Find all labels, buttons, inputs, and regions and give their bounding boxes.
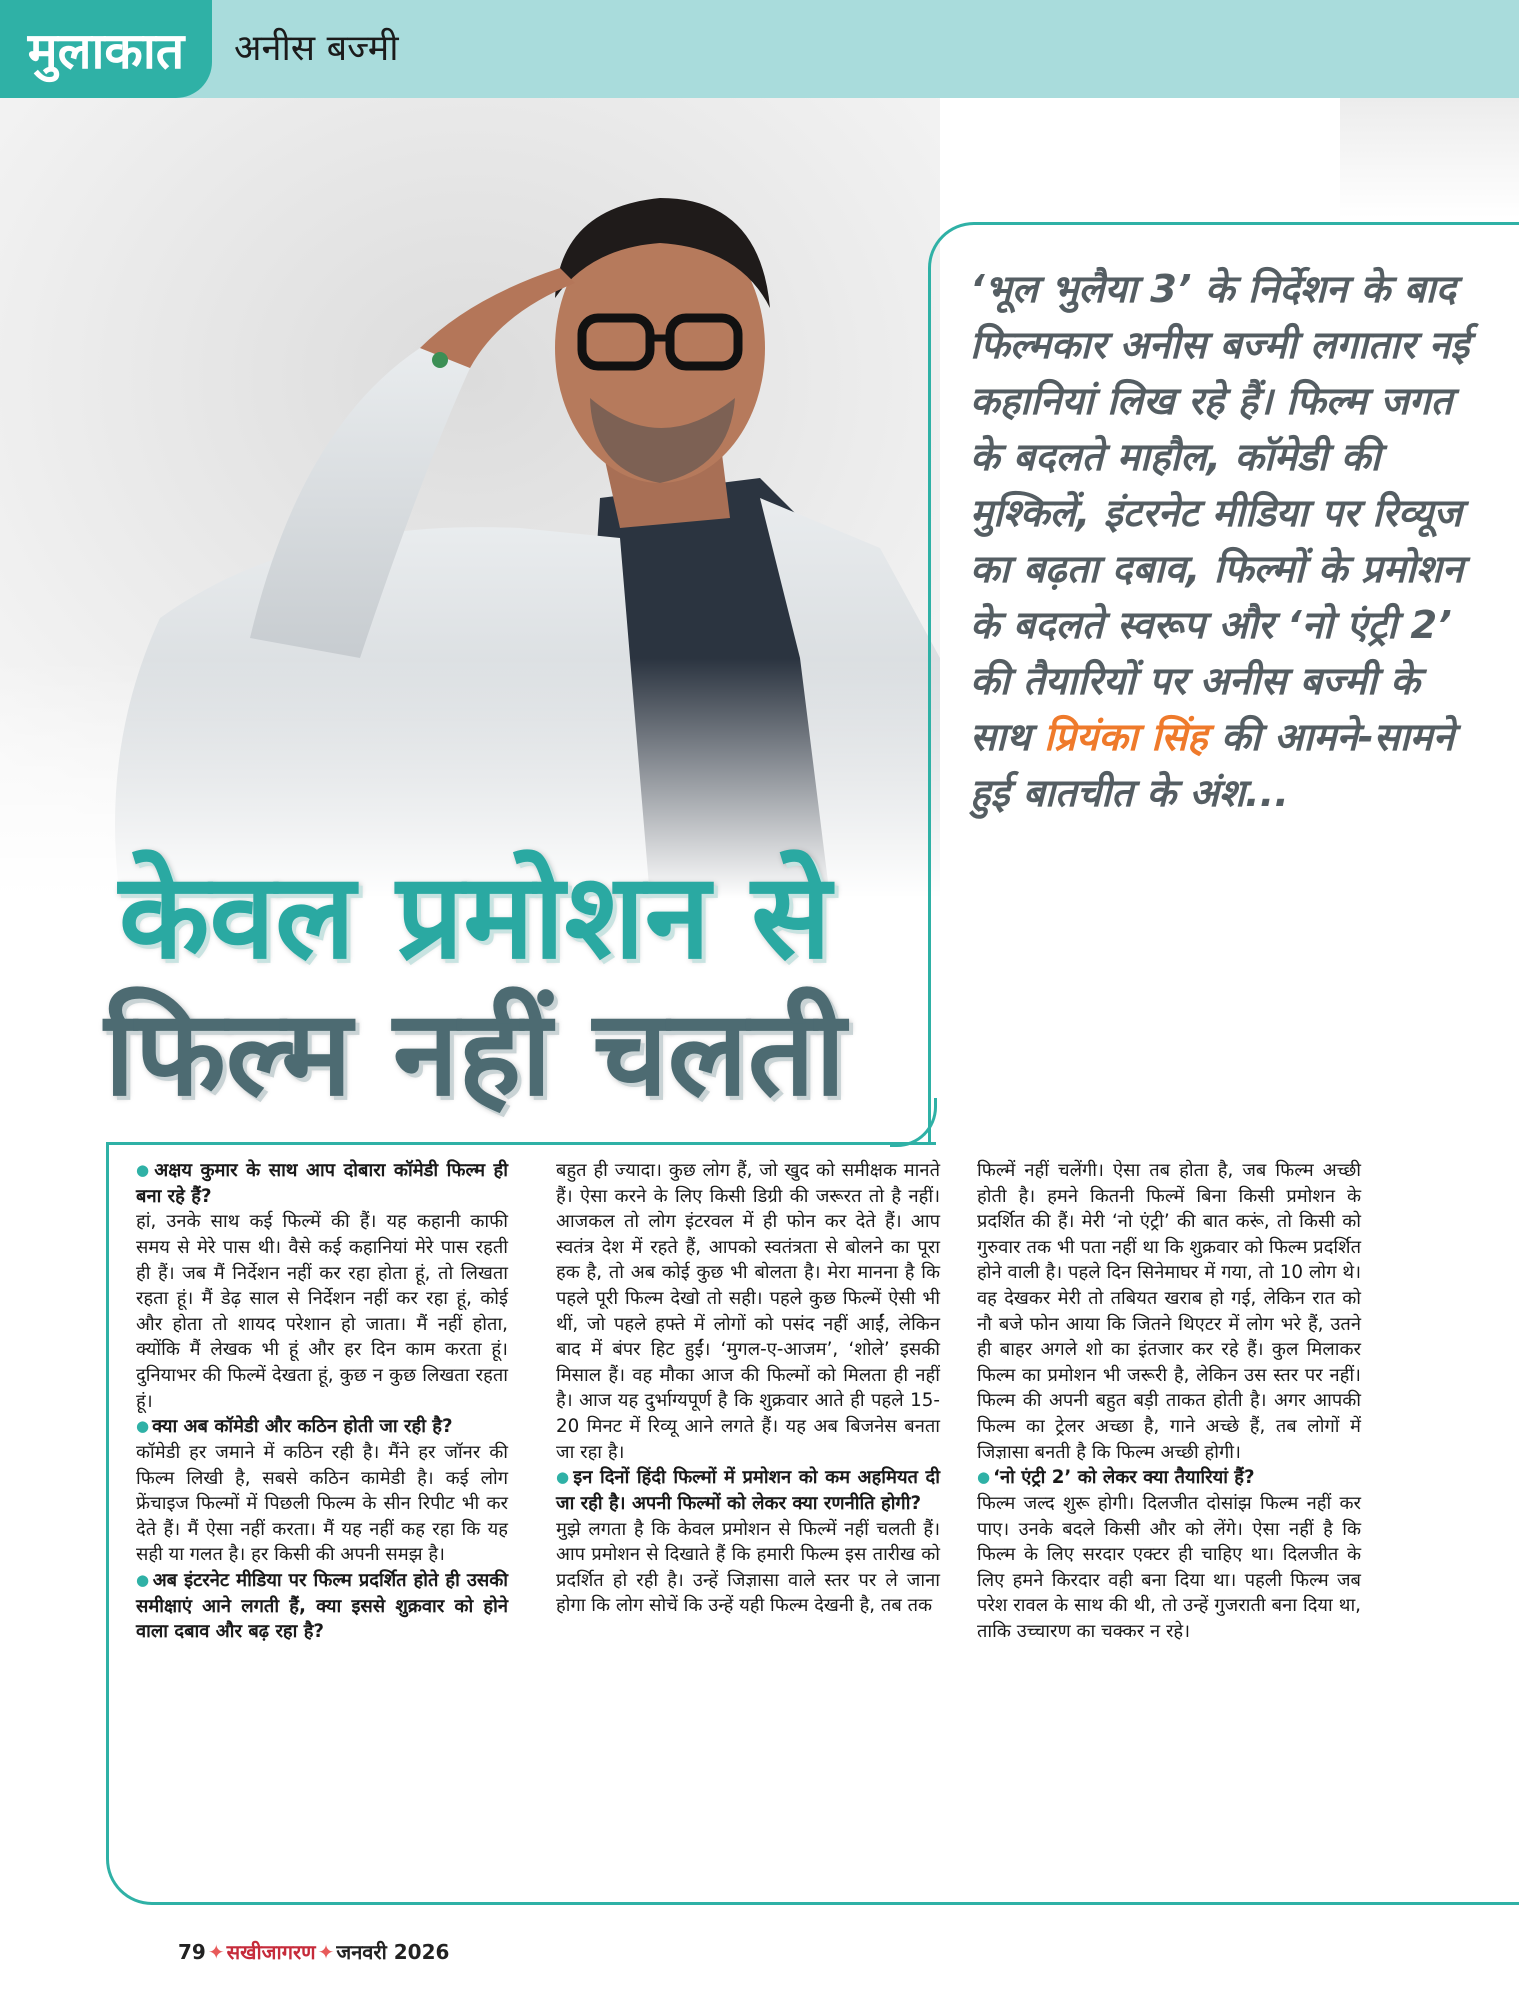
star-icon: ✦: [317, 1940, 335, 1964]
bullet-icon: ●: [136, 1417, 150, 1436]
bullet-icon: ●: [136, 1571, 150, 1590]
page-number: 79: [178, 1940, 206, 1964]
article-column-1: [136, 1158, 508, 1645]
intro-text-after: की आमने-सामने हुई बातचीत के अंश...: [970, 715, 1455, 816]
answer: बहुत ही ज्यादा। कुछ लोग हैं, जो खुद को समीक्षक मानते हैं। ऐसा करने के लिए किसी डिग्री की जरूरत तो है नहीं। आजकल तो लोग इंटरवल में ही फोन कर देते हैं। आप स्वतंत्र देश में रहते हैं, आपको स्वतंत्रता से बोलने का पूरा हक है, तो अब कोई कुछ भी बोलता है। मेरा मानना है कि पहले पूरी फिल्म देखो तो सही। पहले कुछ फिल्में ऐसी भी थीं, जो पहले हफ्ते में लोगों को पसंद नहीं आईं, लेकिन बाद में बंपर हिट हुईं। ‘मुगल-ए-आजम’, ‘शोले’ इसकी मिसाल हैं। वह मौका आज की फिल्मों को मिलता ही नहीं है। आज यह दुर्भाग्यपूर्ण है कि शुक्रवार आते ही पहले 15-20 मिनट में रिव्यू आने लगते हैं। यह अब बिजनेस बनता जा रहा है।: [556, 1160, 940, 1463]
background-strip: [1340, 98, 1519, 218]
answer: फिल्म जल्द शुरू होगी। दिलजीत दोसांझ फिल्म नहीं कर पाए। उनके बदले किसी और को लेंगे। ऐसा नहीं है कि फिल्म के लिए सरदार एक्टर ही चाहिए था। दिलजीत के लिए हमने किरदार वही बना दिया था। पहली फिल्म जब परेश रावल के साथ की थी, तो उन्हें गुजराती बना दिया था, ताकि उच्चारण का चक्कर न रहे।: [977, 1492, 1361, 1642]
question: ● अब इंटरनेट मीडिया पर फिल्म प्रदर्शित होते ही उसकी समीक्षाएं आने लगती हैं, क्या इससे शुक्रवार को होने वाला दबाव और बढ़ रहा है?: [136, 1569, 508, 1643]
article-column-3: [977, 1158, 1361, 1644]
magazine-name: सखीजागरण: [226, 1940, 316, 1964]
star-icon: ✦: [207, 1940, 225, 1964]
intro-standfirst: [970, 262, 1490, 822]
question: ● इन दिनों हिंदी फिल्मों में प्रमोशन को कम अहमियत दी जा रही है। अपनी फिल्मों को लेकर क्या रणनीति होगी?: [556, 1467, 940, 1514]
answer: कॉमेडी हर जमाने में कठिन रही है। मैंने हर जॉनर की फिल्म लिखी है, सबसे कठिन कामेडी है। कई लोग फ्रेंचाइज फिल्मों में पिछली फिल्म के सीन रिपीट भी कर देते हैं। मैं ऐसा नहीं करता। मैं यह नहीं कह रहा कि यह सही या गलत है। हर किसी की अपनी समझ है।: [136, 1441, 508, 1566]
bullet-icon: ●: [977, 1468, 991, 1487]
author-name: प्रियंका सिंह: [1044, 715, 1208, 760]
article-column-2: [556, 1158, 940, 1619]
answer: हां, उनके साथ कई फिल्में की हैं। यह कहानी काफी समय से मेरे पास थी। वैसे कई कहानियां मेरे पास रहती ही हैं। जब मैं निर्देशन नहीं कर रहा होता हूं, तो लिखता रहता हूं। मैं डेढ़ साल से निर्देशन नहीं कर रहा हूं, कोई और होता तो शायद परेशान हो जाता। मैं नहीं होता, क्योंकि मैं लेखक भी हूं और हर दिन काम करता हूं। दुनियाभर की फिल्में देखता हूं, कुछ न कुछ लिखता रहता हूं।: [136, 1211, 508, 1412]
bullet-icon: ●: [136, 1161, 152, 1180]
question: ● क्या अब कॉमेडी और कठिन होती जा रही है?: [136, 1416, 453, 1438]
portrait-photo: [0, 98, 940, 898]
answer: फिल्में नहीं चलेंगी। ऐसा तब होता है, जब फिल्म अच्छी होती है। हमने कितनी फिल्में बिना किसी प्रमोशन के प्रदर्शित की हैं। मेरी ‘नो एंट्री’ की बात करूं, तो किसी को गुरुवार तक भी पता नहीं था कि शुक्रवार को फिल्म प्रदर्शित होने वाली है। पहले दिन सिनेमाघर में गया, तो 10 लोग थे। वह देखकर मेरी तो तबियत खराब हो गई, लेकिन रात को नौ बजे फोन आया कि जितने थिएटर में लोग भरे हैं, उतने ही बाहर अगले शो का इंतजार कर रहे हैं। कुल मिलाकर फिल्म का प्रमोशन भी जरूरी है, लेकिन उस स्तर पर नहीं। फिल्म की अपनी बहुत बड़ी ताकत होती है। अगर आपकी फिल्म का ट्रेलर अच्छा है, गाने अच्छे हैं, तब लोगों में जिज्ञासा बनती है कि फिल्म अच्छी होगी।: [977, 1160, 1361, 1463]
article-frame-top: [106, 1142, 936, 1145]
question: ● अक्षय कुमार के साथ आप दोबारा कॉमेडी फिल्म ही बना रहे हैं?: [136, 1160, 508, 1207]
intro-text-before: ‘भूल भुलैया 3’ के निर्देशन के बाद फिल्मकार अनीस बज्मी लगातार नई कहानियां लिख रहे हैं। फिल्म जगत के बदलते माहौल, कॉमेडी की मुश्किलें, इंटरनेट मीडिया पर रिव्यूज का बढ़ता दबाव, फिल्मों के प्रमोशन के बदलते स्वरूप और ‘नो एंट्री 2’ की तैयारियों पर अनीस बज्मी के साथ: [970, 267, 1470, 760]
interviewee-name: अनीस बज्मी: [234, 28, 399, 69]
issue-date: जनवरी 2026: [336, 1940, 450, 1964]
page-footer: [178, 1938, 449, 1965]
question: ● ‘नो एंट्री 2’ को लेकर क्या तैयारियां हैं?: [977, 1467, 1255, 1489]
section-label: मुलाकात: [0, 0, 212, 98]
header-band: [0, 0, 1519, 98]
article-headline: [0, 848, 950, 1122]
answer: मुझे लगता है कि केवल प्रमोशन से फिल्में नहीं चलती हैं। आप प्रमोशन से दिखाते हैं कि हमारी फिल्म इस तारीख को प्रदर्शित हो रही है। उन्हें जिज्ञासा वाले स्तर पर ले जाना होगा कि लोग सोचें कि उन्हें यही फिल्म देखनी है, तब तक: [556, 1518, 940, 1617]
bullet-icon: ●: [556, 1468, 571, 1487]
headline-line-1: केवल प्रमोशन से: [118, 847, 832, 985]
headline-line-2: फिल्म नहीं चलती: [104, 983, 846, 1122]
